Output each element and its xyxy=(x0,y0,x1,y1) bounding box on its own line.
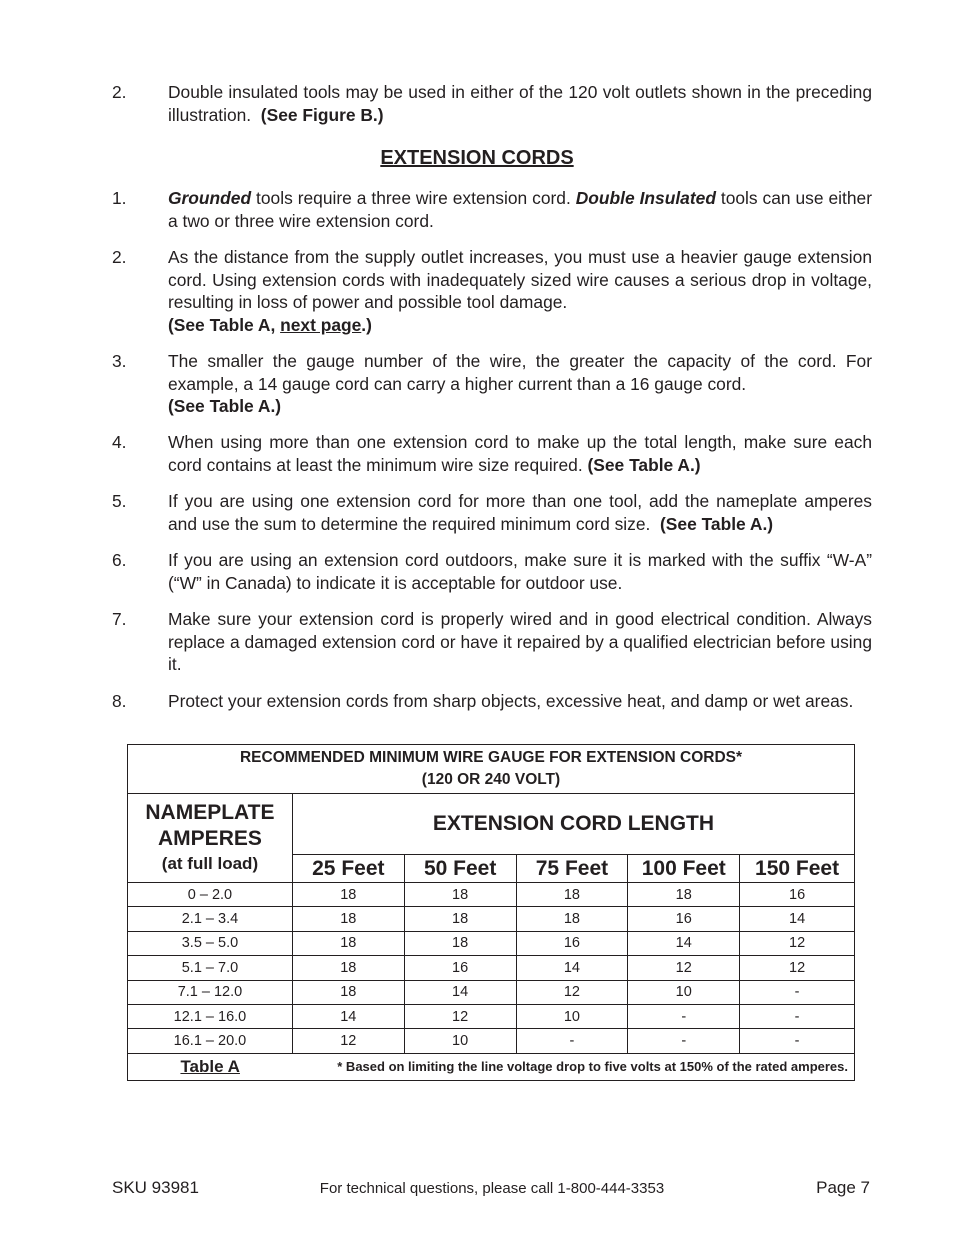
table-title-line: (120 OR 240 VOLT) xyxy=(421,771,561,788)
amps-cell: 12.1 – 16.0 xyxy=(128,1004,293,1028)
item-text: tools require a three wire extension cord. xyxy=(251,188,576,208)
item-number: 4. xyxy=(112,432,127,452)
support-phone: For technical questions, please call 1-800-444-3353 xyxy=(319,1180,665,1197)
list-item xyxy=(112,490,872,535)
table-title-line: RECOMMENDED MINIMUM WIRE GAUGE FOR EXTENSION CORDS* xyxy=(239,749,743,766)
double-insulated-term: Double Insulated xyxy=(575,188,716,208)
gauge-cell: 10 xyxy=(516,1004,628,1028)
gauge-cell: 12 xyxy=(292,1029,404,1053)
nameplate-header xyxy=(128,794,293,883)
nameplate-label: NAMEPLATE xyxy=(145,801,275,824)
item-number: 2. xyxy=(112,247,127,267)
gauge-cell: 12 xyxy=(404,1004,516,1028)
table-label: Table A xyxy=(128,1053,293,1080)
gauge-cell: 12 xyxy=(740,931,855,955)
gauge-cell: 18 xyxy=(516,883,628,907)
list-item xyxy=(112,187,872,232)
item-text: Protect your extension cords from sharp objects, excessive heat, and damp or wet areas. xyxy=(168,691,854,711)
item-text: Make sure your extension cord is properly wired and in good electrical condition. Always replace a damaged extension cord or have it repaired by a qualified electrician before using it. xyxy=(168,609,872,674)
gauge-cell: - xyxy=(740,1029,855,1053)
gauge-cell: 18 xyxy=(404,931,516,955)
item-number: 6. xyxy=(112,550,127,570)
column-header: 25 Feet xyxy=(292,855,404,883)
table-row xyxy=(128,1004,855,1028)
table-reference: (See Table A.) xyxy=(168,396,282,416)
item-number: 2. xyxy=(112,82,127,102)
gauge-cell: 18 xyxy=(516,907,628,931)
gauge-cell: 16 xyxy=(740,883,855,907)
gauge-cell: 14 xyxy=(628,931,740,955)
gauge-cell: 18 xyxy=(628,883,740,907)
column-header: 150 Feet xyxy=(740,855,855,883)
gauge-cell: - xyxy=(516,1029,628,1053)
amps-cell: 16.1 – 20.0 xyxy=(128,1029,293,1053)
grounded-term: Grounded xyxy=(168,188,252,208)
table-title xyxy=(128,745,855,794)
amps-cell: 0 – 2.0 xyxy=(128,883,293,907)
page-number: Page 7 xyxy=(816,1178,870,1197)
item-text: Double insulated tools may be used in either of the 120 volt outlets shown in the preceding illustration. xyxy=(168,82,872,125)
gauge-cell: - xyxy=(628,1029,740,1053)
item-number: 3. xyxy=(112,351,127,371)
column-header: 75 Feet xyxy=(516,855,628,883)
column-header: 50 Feet xyxy=(404,855,516,883)
list-item xyxy=(112,549,872,594)
gauge-cell: 12 xyxy=(740,956,855,980)
amps-cell: 5.1 – 7.0 xyxy=(128,956,293,980)
wire-gauge-table xyxy=(127,744,855,1081)
gauge-cell: 14 xyxy=(292,1004,404,1028)
amps-cell: 2.1 – 3.4 xyxy=(128,907,293,931)
gauge-cell: 10 xyxy=(404,1029,516,1053)
gauge-cell: - xyxy=(628,1004,740,1028)
item-text: When using more than one extension cord to make up the total length, make sure each cord contains at least the minimum wire size required. xyxy=(168,432,872,475)
amps-cell: 3.5 – 5.0 xyxy=(128,931,293,955)
gauge-cell: 12 xyxy=(628,956,740,980)
table-reference: (See Table A.) xyxy=(587,454,701,475)
gauge-cell: - xyxy=(740,1004,855,1028)
table-row xyxy=(128,907,855,931)
table-row xyxy=(128,931,855,955)
table-row xyxy=(128,980,855,1004)
list-item xyxy=(112,608,872,676)
table-reference xyxy=(168,315,372,335)
section-heading: EXTENSION CORDS xyxy=(380,147,574,169)
item-text: As the distance from the supply outlet increases, you must use a heavier gauge extension cord. Using extension cords with inadequately sized wire causes a serious drop in voltage, resulting in loss of power and possible tool damage. xyxy=(168,247,872,312)
column-header: 100 Feet xyxy=(628,855,740,883)
list-item xyxy=(112,246,872,336)
table-row xyxy=(128,956,855,980)
list-item xyxy=(112,690,872,713)
gauge-cell: 12 xyxy=(516,980,628,1004)
gauge-cell: 18 xyxy=(292,931,404,955)
list-item xyxy=(112,350,872,418)
item-text: If you are using an extension cord outdoors, make sure it is marked with the suffix “W-A” (“W” in Canada) to indicate it is acceptable for outdoor use. xyxy=(168,550,872,593)
sku-label: SKU 93981 xyxy=(112,1178,199,1197)
gauge-cell: 18 xyxy=(292,980,404,1004)
gauge-cell: 14 xyxy=(404,980,516,1004)
list-item xyxy=(112,431,872,476)
gauge-cell: 16 xyxy=(628,907,740,931)
gauge-cell: 14 xyxy=(740,907,855,931)
table-row xyxy=(128,883,855,907)
gauge-cell: 18 xyxy=(292,956,404,980)
figure-reference: (See Figure B.) xyxy=(260,104,384,125)
item-text: tools can use either a two or three wire extension cord. xyxy=(168,188,872,231)
item-number: 1. xyxy=(112,188,127,208)
item-text: If you are using one extension cord for more than one tool, add the nameplate amperes and use the sum to determine the required minimum cord size. xyxy=(168,491,872,534)
gauge-cell: 16 xyxy=(404,956,516,980)
gauge-cell: 14 xyxy=(516,956,628,980)
length-header: EXTENSION CORD LENGTH xyxy=(292,794,854,855)
gauge-cell: 18 xyxy=(292,883,404,907)
full-load-label: (at full load) xyxy=(161,854,259,873)
gauge-cell: 18 xyxy=(404,883,516,907)
item-number: 8. xyxy=(112,691,127,711)
gauge-cell: 16 xyxy=(516,931,628,955)
next-page-link[interactable]: next page xyxy=(280,314,362,335)
gauge-cell: 10 xyxy=(628,980,740,1004)
gauge-cell: 18 xyxy=(292,907,404,931)
ref-text: .) xyxy=(361,314,372,335)
intro-item xyxy=(112,81,872,126)
table-reference: (See Table A.) xyxy=(660,513,774,534)
item-number: 7. xyxy=(112,609,127,629)
item-number: 5. xyxy=(112,491,127,511)
gauge-cell: 18 xyxy=(404,907,516,931)
item-text: The smaller the gauge number of the wire, the greater the capacity of the cord. For example, a 14 gauge cord can carry a higher current than a 16 gauge cord. xyxy=(168,351,872,394)
amperes-label: AMPERES xyxy=(158,827,262,850)
ref-text: (See Table A, xyxy=(168,314,281,335)
table-row xyxy=(128,1029,855,1053)
gauge-cell: - xyxy=(740,980,855,1004)
amps-cell: 7.1 – 12.0 xyxy=(128,980,293,1004)
table-footnote: * Based on limiting the line voltage drop to five volts at 150% of the rated amperes. xyxy=(292,1053,854,1080)
